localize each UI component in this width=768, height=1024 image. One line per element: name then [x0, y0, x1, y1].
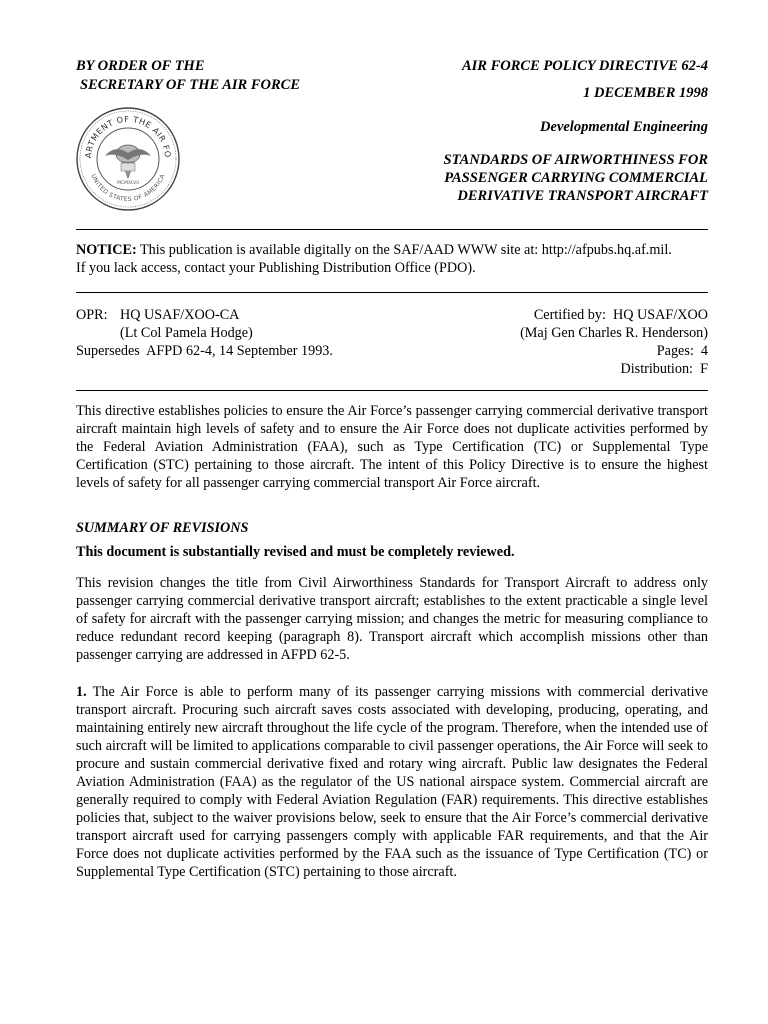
directive-number: AIR FORCE POLICY DIRECTIVE 62-4: [461, 58, 708, 74]
opr-label: OPR:: [76, 307, 108, 323]
opr-person: (Lt Col Pamela Hodge): [120, 325, 253, 341]
divider-top: [76, 229, 708, 230]
air-force-seal-icon: [75, 106, 181, 212]
svg-text:DEPARTMENT OF THE AIR FORCE: ARTMENT OF THE AIR FO: [82, 113, 174, 159]
section-1-number: 1.: [76, 684, 87, 700]
opr-value: HQ USAF/XOO-CA: [120, 307, 240, 323]
directive-category: Developmental Engineering: [540, 119, 708, 135]
section-1-paragraph: [76, 683, 708, 881]
by-order-line1: BY ORDER OF THE: [76, 58, 205, 74]
divider-notice: [76, 292, 708, 293]
title-line1: STANDARDS OF AIRWORTHINESS FOR: [443, 152, 708, 168]
summary-heading: SUMMARY OF REVISIONS: [76, 520, 249, 536]
summary-paragraph: This revision changes the title from Civil Airworthiness Standards for Transport Aircraft to address only passenger carrying commercial derivative transport aircraft; establishes to the extent practicable a single level of safety for aircraft with the passenger carrying mission; and changes the metric for measuring compliance to reduce redundant record keeping (paragraph 8). Transport aircraft which accomplish missions other than passenger carrying are addressed in AFPD 62-5.: [76, 575, 708, 663]
pages-count: Pages: 4: [656, 343, 708, 359]
notice-line1: [76, 241, 716, 259]
supersedes: Supersedes AFPD 62-4, 14 September 1993.: [76, 343, 333, 359]
directive-date: 1 DECEMBER 1998: [583, 85, 708, 101]
title-line3: DERIVATIVE TRANSPORT AIRCRAFT: [457, 188, 708, 204]
intro-paragraph: This directive establishes policies to ensure the Air Force’s passenger carrying commercial derivative transport aircraft maintain high levels of safety and to ensure the Air Force does not duplicate activities performed by the Federal Aviation Administration (FAA), such as Type Certification (TC) or Supplemental Type Certification (STC) pertaining to those aircraft. The intent of this Policy Directive is to ensure the highest levels of safety for all passenger carrying commercial transport Air Force aircraft.: [76, 403, 708, 491]
distribution: Distribution: F: [620, 361, 708, 377]
divider-admin: [76, 390, 708, 391]
notice-label: NOTICE:: [76, 242, 137, 258]
svg-text:UNITED STATES OF AMERICA: UNITED STATES OF AMERICA: [89, 173, 167, 204]
notice-text: This publication is available digitally on the SAF/AAD WWW site at: http://afpubs.hq.af.mil.: [136, 242, 672, 258]
certified-person: (Maj Gen Charles R. Henderson): [520, 325, 708, 341]
title-line2: PASSENGER CARRYING COMMERCIAL: [444, 170, 708, 186]
section-1-text: The Air Force is able to perform many of its passenger carrying missions with commercial derivative transport aircraft. Procuring such aircraft saves costs associated with developing, producing, operating, and maintaining entirely new aircraft throughout the life cycle of the program. Therefore, when the intended use of such aircraft will be limited to applications comparable to civil passenger operations, the Air Force will seek to procure and sustain commercial derivative fixed and rotary wing aircraft. Public law designates the Federal Aviation Administration (FAA) as the regulator of the US national airspace system. Commercial aircraft are generally required to comply with Federal Aviation Regulation (FAR) requirements. This directive establishes policies that, subject to the waiver provisions below, seek to ensure that the Air Force’s commercial derivative transport aircraft used for carrying passengers comply with applicable FAR requirements, and that the Air Force does not duplicate activities performed by the FAA such as the issuance of Type Certification (TC) or Supplemental Type Certification (STC) pertaining to those aircraft.: [76, 684, 708, 880]
by-order-line2: SECRETARY OF THE AIR FORCE: [80, 77, 300, 93]
notice-line2: If you lack access, contact your Publishing Distribution Office (PDO).: [76, 260, 476, 276]
certified-by: Certified by: HQ USAF/XOO: [533, 307, 708, 323]
summary-bold-note: This document is substantially revised and must be completely reviewed.: [76, 544, 515, 560]
opr-line: [76, 306, 239, 324]
svg-text:MCMXLVII: MCMXLVII: [117, 181, 139, 186]
